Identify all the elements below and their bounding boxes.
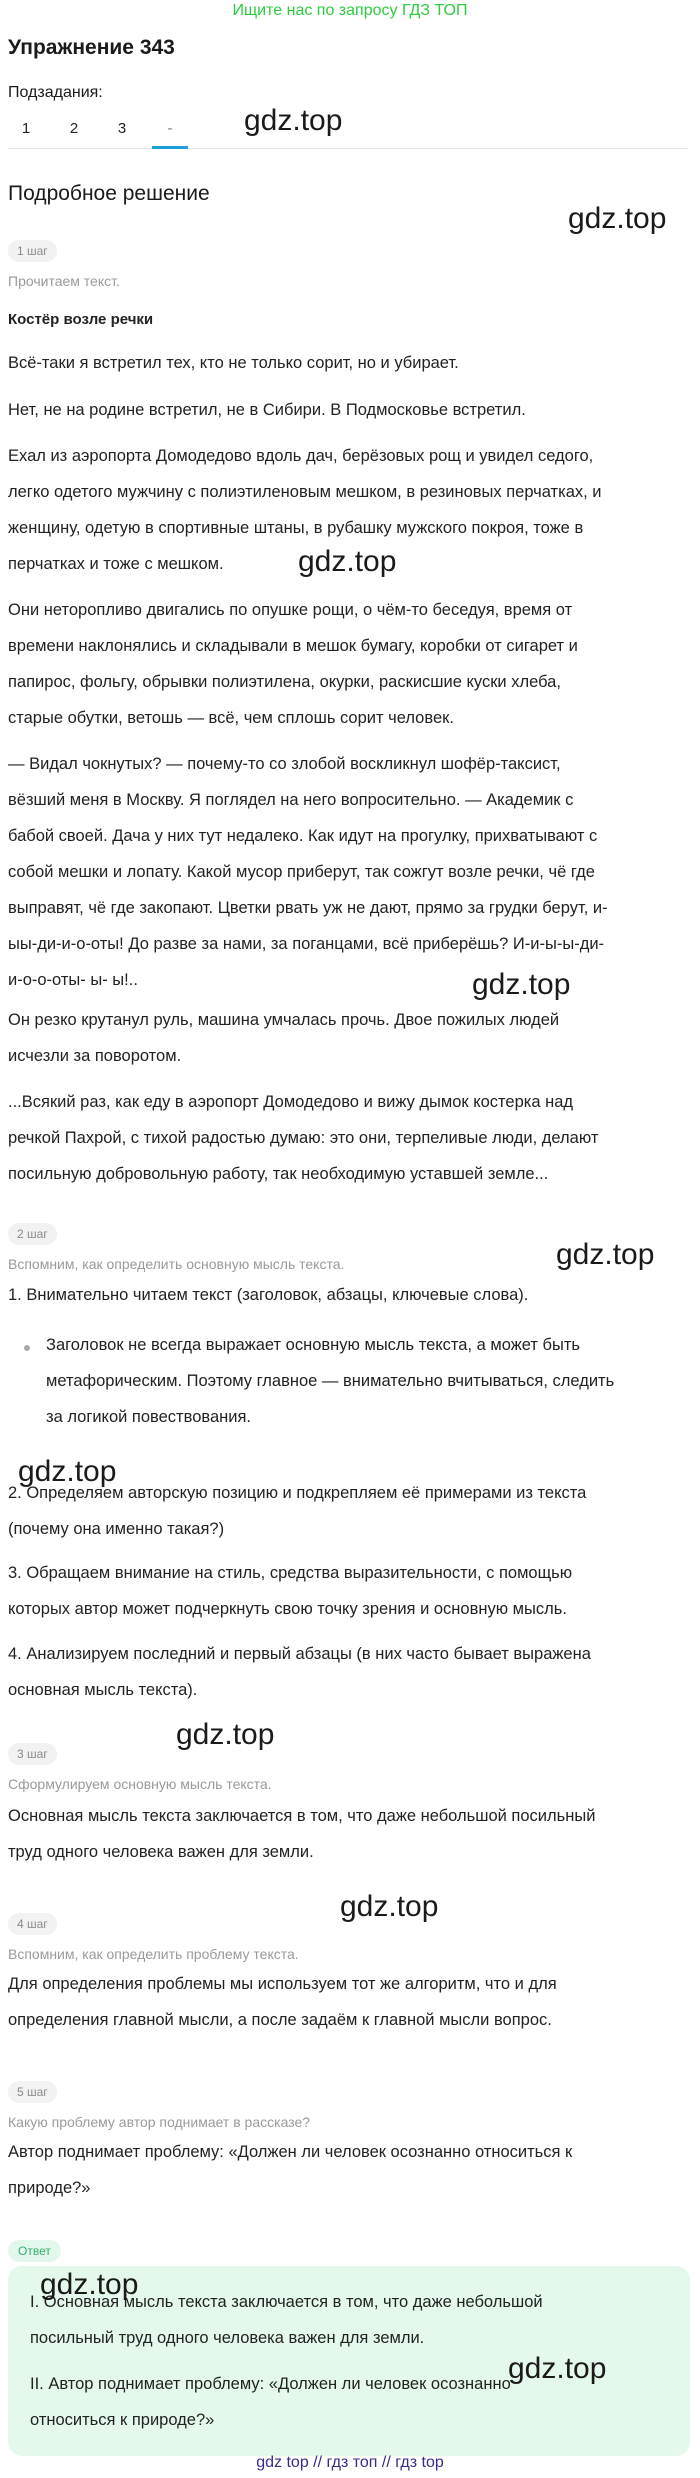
text-line: II. Автор поднимает проблему: «Должен ли человек осознанно — [30, 2375, 511, 2393]
subtasks-label: Подзадания: — [8, 84, 103, 101]
main-idea-text — [8, 1798, 690, 1870]
text-line: посильный труд одного человека важен для земли. — [30, 2329, 425, 2347]
story-paragraph — [8, 592, 690, 736]
footer-link-gdz-top[interactable]: gdz top — [256, 2454, 309, 2471]
problem-text — [8, 2134, 690, 2206]
text-line: речкой Пахрой, с тихой радостью думаю: это они, терпеливые люди, делают — [8, 1129, 599, 1147]
step-hint-4: Вспомним, как определить проблему текста. — [8, 1946, 299, 1962]
subtasks-tabs — [8, 112, 688, 149]
text-line: Они неторопливо двигались по опушке рощи, о чём-то беседуя, время от — [8, 601, 573, 619]
text-line: бабой своей. Дача у них тут недалеко. Как идут на прогулку, прихватывают с — [8, 827, 598, 845]
text-line: определения главной мысли, а после задаём к главной мысли вопрос. — [8, 2011, 552, 2029]
answer-badge: Ответ — [8, 2240, 61, 2262]
section-title: Подробное решение — [8, 182, 210, 205]
text-line: которых автор может подчеркнуть свою точку зрения и основную мысль. — [8, 1600, 567, 1618]
text-line: труд одного человека важен для земли. — [8, 1843, 314, 1861]
problem-method-text — [8, 1966, 690, 2038]
algorithm-item-1: 1. Внимательно читаем текст (заголовок, абзацы, ключевые слова). — [8, 1286, 529, 1304]
text-line: за логикой повествования. — [46, 1408, 251, 1426]
text-line: природе?» — [8, 2179, 91, 2197]
footer-separator: // — [381, 2454, 391, 2471]
text-line: относиться к природе?» — [30, 2411, 215, 2429]
story-paragraph — [8, 1084, 690, 1192]
watermark: gdz.top — [508, 2352, 607, 2385]
watermark: gdz.top — [40, 2268, 139, 2301]
text-line: легко одетого мужчину с полиэтиленовым мешком, в резиновых перчатках, и — [8, 483, 602, 501]
watermark: gdz.top — [18, 1455, 117, 1488]
story-heading: Костёр возле речки — [8, 311, 154, 328]
text-line: и-о-о-оты- ы- ы!.. — [8, 971, 138, 989]
step-hint-5: Какую проблему автор поднимает в рассказе? — [8, 2114, 311, 2130]
footer-links — [0, 2452, 700, 2474]
subtask-tab-1[interactable]: 1 — [21, 120, 31, 137]
subtask-tab-2[interactable]: 2 — [69, 120, 79, 137]
text-line: вёзший меня в Москву. Я поглядел на него вопросительно. — Академик с — [8, 791, 574, 809]
step-badge-5: 5 шаг — [8, 2081, 57, 2103]
text-line: 3. Обращаем внимание на стиль, средства выразительности, с помощью — [8, 1564, 573, 1582]
footer-separator: // — [313, 2454, 323, 2471]
text-line: основная мысль текста). — [8, 1681, 198, 1699]
text-line: (почему она именно такая?) — [8, 1520, 225, 1538]
watermark: gdz.top — [340, 1890, 439, 1923]
step-badge-1: 1 шаг — [8, 240, 57, 262]
watermark: gdz.top — [472, 968, 571, 1001]
text-line: папирос, фольгу, обрывки полиэтилена, окурки, раскисшие куски хлеба, — [8, 673, 561, 691]
subtask-tab-3[interactable]: 3 — [117, 120, 127, 137]
step-badge-4: 4 шаг — [8, 1913, 57, 1935]
top-banner: Ищите нас по запросу ГДЗ ТОП — [232, 2, 468, 19]
story-paragraph: Нет, не на родине встретил, не в Сибири. В Подмосковье встретил. — [8, 401, 526, 419]
text-line: времени наклонялись и складывали в мешок бумагу, коробки от сигарет и — [8, 637, 578, 655]
watermark: gdz.top — [568, 202, 667, 235]
algorithm-bullet — [46, 1327, 686, 1435]
story-paragraph — [8, 746, 690, 998]
watermark: gdz.top — [176, 1718, 275, 1751]
text-line: перчатках и тоже с мешком. — [8, 555, 224, 573]
text-line: ...Всякий раз, как еду в аэропорт Домодедово и вижу дымок костерка над — [8, 1093, 574, 1111]
text-line: метафорическим. Поэтому главное — внимательно вчитываться, следить — [46, 1372, 615, 1390]
text-line: Заголовок не всегда выражает основную мысль текста, а может быть — [46, 1336, 581, 1354]
algorithm-item-3 — [8, 1555, 690, 1627]
step-badge-3: 3 шаг — [8, 1743, 57, 1765]
text-line: Основная мысль текста заключается в том, что даже небольшой посильный — [8, 1807, 596, 1825]
text-line: женщину, одетую в спортивные штаны, в рубашку мужского покроя, тоже в — [8, 519, 584, 537]
story-paragraph: Всё-таки я встретил тех, кто не только сорит, но и убирает. — [8, 354, 459, 372]
watermark: gdz.top — [556, 1238, 655, 1271]
text-line: Автор поднимает проблему: «Должен ли человек осознанно относиться к — [8, 2143, 573, 2161]
watermark: gdz.top — [298, 545, 397, 578]
text-line: посильную добровольную работу, так необходимую уставшей земле... — [8, 1165, 549, 1183]
text-line: собой мешки и лопату. Какой мусор приберут, так сожгут возле речки, чё где — [8, 863, 595, 881]
text-line: исчезли за поворотом. — [8, 1047, 182, 1065]
text-line: Он резко крутанул руль, машина умчалась прочь. Двое пожилых людей — [8, 1011, 560, 1029]
text-line: ыы-ди-и-о-оты! До разве за нами, за поганцами, всё приберёшь? И-и-ы-ы-ди- — [8, 935, 605, 953]
text-line: старые обутки, ветошь — всё, чем сплошь сорит человек. — [8, 709, 454, 727]
text-line: выправят, чё где закопают. Цветки рвать уж не дают, прямо за грудки берут, и- — [8, 899, 608, 917]
bullet-icon — [24, 1345, 30, 1351]
watermark: gdz.top — [244, 104, 343, 137]
text-line: — Видал чокнутых? — почему-то со злобой воскликнул шофёр-таксист, — [8, 755, 561, 773]
text-line: 4. Анализируем последний и первый абзацы (в них часто бывает выражена — [8, 1645, 591, 1663]
step-badge-2: 2 шаг — [8, 1223, 57, 1245]
text-line: Ехал из аэропорта Домодедово вдоль дач, берёзовых рощ и увидел седого, — [8, 447, 594, 465]
text-line: Для определения проблемы мы используем тот же алгоритм, что и для — [8, 1975, 557, 1993]
footer-link-gdz-top-ru[interactable]: гдз топ — [326, 2454, 378, 2471]
page-title: Упражнение 343 — [8, 36, 175, 59]
step-hint-3: Сформулируем основную мысль текста. — [8, 1776, 272, 1792]
step-hint-2: Вспомним, как определить основную мысль текста. — [8, 1256, 345, 1272]
step-hint-1: Прочитаем текст. — [8, 273, 120, 289]
text-line: I. Основная мысль текста заключается в том, что даже небольшой — [30, 2293, 543, 2311]
algorithm-item-4 — [8, 1636, 690, 1708]
story-paragraph — [8, 1002, 690, 1074]
text-line: 2. Определяем авторскую позицию и подкрепляем её примерами из текста — [8, 1484, 587, 1502]
subtask-tab-current[interactable]: - — [152, 112, 188, 149]
footer-link-gdz-top-mixed[interactable]: гдз top — [395, 2454, 444, 2471]
